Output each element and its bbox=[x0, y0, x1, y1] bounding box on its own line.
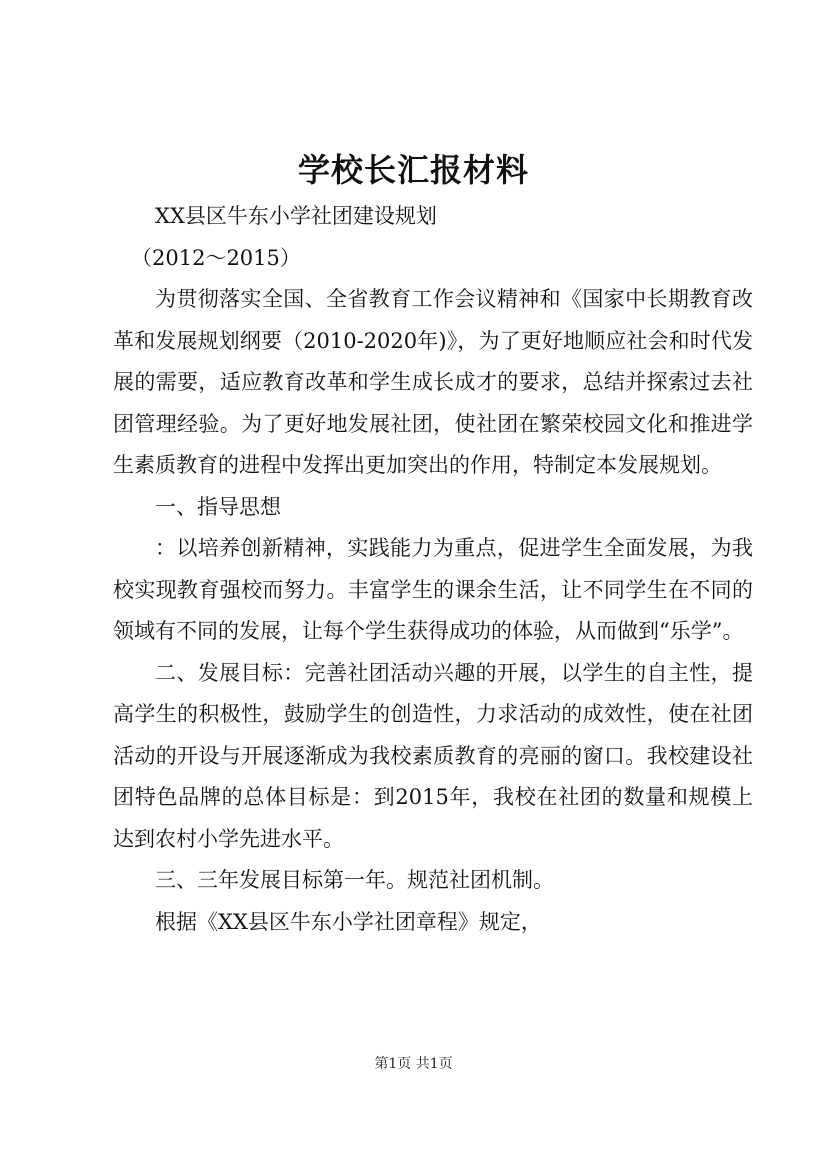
document-title: 学校长汇报材料 bbox=[297, 151, 529, 189]
paragraph-period: （2012～2015） bbox=[131, 245, 301, 270]
paragraph-section-3-body: 根据《XX县区牛东小学社团章程》规定， bbox=[155, 909, 542, 934]
paragraph-section-1-body: ：以培养创新精神，实践能力为重点，促进学生全面发展，为我校实现教育强校而努力。丰富学生的课余生活，让不同学生在不同的领域有不同的发展，让每个学生获得成功的体验，从而做到“乐学”。 bbox=[113, 536, 753, 643]
page-footer: 第1页 共1页 bbox=[374, 1056, 453, 1072]
paragraph-section-2: 二、发展目标：完善社团活动兴趣的开展，以学生的自主性，提高学生的积极性，鼓励学生的创造性，力求活动的成效性，使在社团活动的开设与开展逐渐成为我校素质教育的亮丽的窗口。我校建设社团特色品牌的总体目标是：到2015年，我校在社团的数量和规模上达到农村小学先进水平。 bbox=[113, 660, 753, 851]
paragraph-heading: XX县区牛东小学社团建设规划 bbox=[155, 204, 437, 228]
document-body bbox=[113, 196, 753, 943]
paragraph-section-3: 三、三年发展目标第一年。规范社团机制。 bbox=[155, 868, 554, 892]
paragraph-section-1-heading: 一、指导思想 bbox=[155, 494, 281, 519]
paragraph-intro: 为贯彻落实全国、全省教育工作会议精神和《国家中长期教育改革和发展规划纲要（2010-2020年)》，为了更好地顺应社会和时代发展的需要，适应教育改革和学生成长成才的要求，总结并探索过去社团管理经验。为了更好地发展社团，使社团在繁荣校园文化和推进学生素质教育的进程中发挥出更加突出的作用，特制定本发展规划。 bbox=[113, 287, 753, 477]
